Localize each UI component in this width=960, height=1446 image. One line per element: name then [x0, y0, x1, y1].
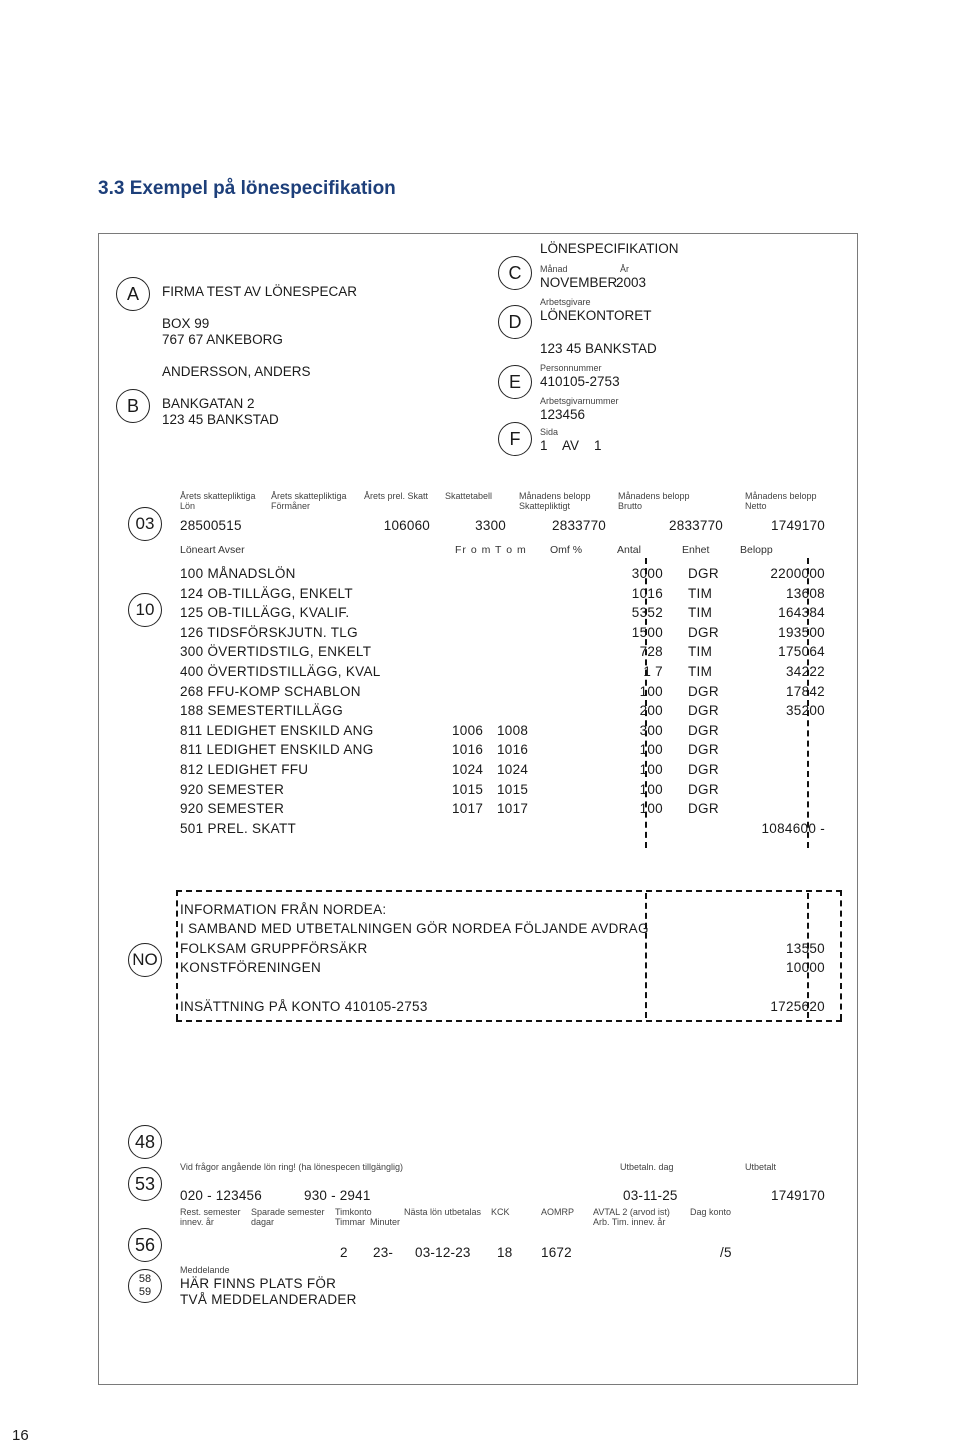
marker-48: 48 — [128, 1125, 162, 1159]
dashed-guide — [176, 890, 178, 1020]
marker-10: 10 — [128, 593, 162, 627]
line-text: 268 FFU-KOMP SCHABLON — [180, 683, 361, 699]
dashed-guide — [840, 890, 842, 1020]
dashed-guide — [645, 893, 647, 1018]
marker-53: 53 — [128, 1167, 162, 1201]
line-enhet: DGR — [688, 683, 719, 699]
employee-city: 123 45 BANKSTAD — [162, 412, 279, 427]
line-from: 1017 — [452, 801, 484, 817]
table-row — [0, 742, 960, 760]
table-row — [0, 625, 960, 643]
annual-h6b: Brutto — [618, 501, 643, 511]
line-enhet: DGR — [688, 762, 719, 777]
table-row — [0, 644, 960, 662]
employee-street: BANKGATAN 2 — [162, 396, 255, 411]
line-tom: 1017 — [497, 801, 529, 817]
footer-nasta-label: Nästa lön utbetalas — [404, 1207, 482, 1217]
footer-sparade-b: dagar — [251, 1217, 275, 1227]
marker-a: A — [116, 277, 150, 311]
annual-h7a: Månadens belopp — [745, 491, 817, 501]
annual-h1a: Årets skattepliktiga — [180, 491, 256, 501]
marker-no: NO — [128, 943, 162, 977]
marker-b: B — [116, 389, 150, 423]
year-label: År — [620, 264, 629, 274]
line-from: 1006 — [452, 722, 484, 738]
dashed-guide — [176, 890, 842, 892]
line-enhet: DGR — [688, 781, 719, 797]
marker-d: D — [498, 305, 532, 339]
header-loneart: Löneart Avser — [180, 544, 245, 556]
line-text: 811 LEDIGHET ENSKILD ANG — [180, 722, 374, 738]
line-antal: 100 — [639, 742, 663, 758]
dashed-guide — [807, 558, 809, 848]
footer-date: 03-11-25 — [623, 1188, 678, 1203]
line-text: 812 LEDIGHET FFU — [180, 762, 309, 777]
employee-name: ANDERSSON, ANDERS — [162, 364, 311, 379]
line-belopp: 17842 — [785, 683, 825, 699]
pnr-label: Personnummer — [540, 363, 602, 373]
month-label: Månad — [540, 264, 568, 274]
empnr-label: Arbetsgivarnummer — [540, 396, 619, 406]
table-row — [0, 723, 960, 741]
footer-sparade-a: Sparade semester — [251, 1207, 325, 1217]
line-from: 1024 — [452, 762, 484, 777]
annual-h5a: Månadens belopp — [519, 491, 591, 501]
info-item2: KONSTFÖRENINGEN — [180, 960, 322, 975]
line-enhet: TIM — [688, 644, 713, 660]
pnr-value: 410105-2753 — [540, 374, 620, 389]
table-row — [0, 703, 960, 721]
line-antal: 200 — [639, 703, 663, 719]
employer-city: 767 67 ANKEBORG — [162, 332, 283, 347]
year-value: 2003 — [616, 275, 647, 290]
line-antal: 100 — [639, 781, 663, 797]
footer-rest-a: Rest. semester — [180, 1207, 241, 1217]
marker-58-59 — [128, 1269, 162, 1303]
annual-h4: Skattetabell — [445, 491, 493, 501]
header-omf: Omf % — [550, 544, 583, 556]
line-text: 920 SEMESTER — [180, 781, 285, 797]
footer-dagkonto: /5 — [720, 1245, 732, 1260]
employer-dept-city: 123 45 BANKSTAD — [540, 341, 657, 356]
info-item2-amount: 10000 — [785, 960, 825, 975]
table-row — [0, 782, 960, 800]
annual-h1b: Lön — [180, 501, 196, 511]
footer-nasta: 03-12-23 — [415, 1245, 471, 1260]
table-row — [0, 762, 960, 780]
annual-h5b: Skattepliktigt — [519, 501, 571, 511]
marker-03: 03 — [128, 507, 162, 541]
line-belopp: 193500 — [778, 624, 825, 640]
marker-f: F — [498, 422, 532, 456]
line-tom: 1016 — [497, 742, 529, 758]
annual-h2a: Årets skattepliktiga — [271, 491, 347, 501]
line-from: 1016 — [452, 742, 484, 758]
section-title: 3.3 Exempel på lönespecifikation — [98, 178, 396, 199]
employer-dept: LÖNEKONTORET — [540, 308, 652, 323]
line-text: 125 OB-TILLÄGG, KVALIF. — [180, 605, 350, 621]
table-row — [0, 586, 960, 604]
line-enhet: TIM — [688, 605, 713, 621]
month-value: NOVEMBER — [540, 275, 618, 290]
info-line2: I SAMBAND MED UTBETALNINGEN GÖR NORDEA FÖLJANDE AVDRAG — [180, 921, 649, 936]
annual-skattepliktigt: 2833770 — [552, 518, 606, 533]
footer-aomrp: 1672 — [541, 1245, 572, 1260]
info-item1-amount: 13550 — [785, 941, 825, 956]
annual-brutto: 2833770 — [669, 518, 723, 533]
annual-h3: Årets prel. Skatt — [364, 491, 429, 501]
footer-q-label: Vid frågor angående lön ring! (ha lönespecen tillgänglig) — [180, 1162, 403, 1172]
header-fromtom: Fr o m T o m — [455, 544, 527, 556]
footer-rest-b: innev. år — [180, 1217, 214, 1227]
marker-c: C — [498, 256, 532, 290]
line-belopp: 175064 — [778, 644, 825, 660]
marker-e: E — [498, 365, 532, 399]
info-line1: INFORMATION FRÅN NORDEA: — [180, 902, 387, 917]
dashed-guide — [645, 558, 647, 848]
footer-dagkonto-label: Dag konto — [690, 1207, 732, 1217]
line-antal: 100 — [639, 801, 663, 817]
dashed-guide — [176, 1020, 842, 1022]
line-enhet: DGR — [688, 566, 719, 581]
footer-kck-label: KCK — [491, 1207, 510, 1217]
annual-h6a: Månadens belopp — [618, 491, 690, 501]
annual-netto: 1749170 — [771, 518, 825, 533]
line-antal: 3000 — [631, 566, 663, 581]
footer-avtal-a: AVTAL 2 (arvod ist) — [593, 1207, 670, 1217]
line-enhet: DGR — [688, 801, 719, 817]
annual-lon: 28500515 — [180, 518, 242, 533]
table-row — [0, 566, 960, 584]
footer-msg2: TVÅ MEDDELANDERADER — [180, 1292, 357, 1307]
footer-aomrp-label: AOMRP — [541, 1207, 575, 1217]
line-enhet: DGR — [688, 624, 719, 640]
employer-box: BOX 99 — [162, 316, 210, 331]
header-belopp: Belopp — [740, 544, 773, 556]
annual-h7b: Netto — [745, 501, 767, 511]
line-antal: 1 7 — [643, 664, 663, 679]
footer-timmar: 2 — [340, 1245, 348, 1260]
annual-tabell: 3300 — [475, 518, 506, 533]
footer-minuter-label: Minuter — [370, 1217, 401, 1227]
line-from: 1015 — [452, 781, 484, 797]
line-text: 126 TIDSFÖRSKJUTN. TLG — [180, 624, 358, 640]
line-belopp: 34222 — [785, 664, 825, 679]
table-row — [0, 664, 960, 682]
line-text: 811 LEDIGHET ENSKILD ANG — [180, 742, 374, 758]
footer-kck: 18 — [497, 1245, 513, 1260]
line-enhet: TIM — [688, 664, 713, 679]
info-deposit-amount: 1725620 — [770, 999, 825, 1014]
line-antal: 100 — [639, 683, 663, 699]
line-text: 188 SEMESTERTILLÄGG — [180, 703, 344, 719]
spec-title: LÖNESPECIFIKATION — [540, 241, 679, 256]
table-row — [0, 821, 960, 839]
line-text: 920 SEMESTER — [180, 801, 285, 817]
line-antal: 5352 — [631, 605, 663, 621]
line-text: 400 ÖVERTIDSTILLÄGG, KVAL — [180, 664, 381, 679]
line-text: 501 PREL. SKATT — [180, 820, 297, 836]
footer-timkonto: Timkonto — [335, 1207, 372, 1217]
footer-phone2: 930 - 2941 — [304, 1188, 371, 1203]
annual-h2b: Förmåner — [271, 501, 311, 511]
table-row — [0, 801, 960, 819]
line-belopp: 1084600 - — [761, 820, 825, 836]
line-antal: 100 — [639, 762, 663, 777]
footer-paid: 1749170 — [771, 1188, 825, 1203]
line-enhet: DGR — [688, 722, 719, 738]
employer-name: FIRMA TEST AV LÖNESPECAR — [162, 284, 358, 299]
page-number: 16 — [12, 1427, 29, 1444]
line-tom: 1008 — [497, 722, 529, 738]
line-antal: 300 — [639, 722, 663, 738]
line-belopp: 164384 — [778, 605, 825, 621]
page-total: 1 — [594, 438, 602, 453]
line-tom: 1015 — [497, 781, 529, 797]
info-item1: FOLKSAM GRUPPFÖRSÄKR — [180, 941, 368, 956]
line-antal: 1500 — [631, 624, 663, 640]
footer-avtal-b: Arb. Tim. innev. år — [593, 1217, 666, 1227]
footer-phone1: 020 - 123456 — [180, 1188, 262, 1203]
footer-date-label: Utbetaln. dag — [620, 1162, 674, 1172]
table-row — [0, 684, 960, 702]
line-belopp: 13608 — [785, 585, 825, 601]
page-label: Sida — [540, 427, 559, 437]
employer-label: Arbetsgivare — [540, 297, 591, 307]
header-antal: Antal — [617, 544, 641, 556]
footer-msg-label: Meddelande — [180, 1265, 230, 1275]
line-antal: 1016 — [631, 585, 663, 601]
line-belopp: 35200 — [785, 703, 825, 719]
line-enhet: TIM — [688, 585, 713, 601]
footer-msg1: HÄR FINNS PLATS FÖR — [180, 1276, 337, 1291]
line-enhet: DGR — [688, 742, 719, 758]
footer-minuter: 23- — [373, 1245, 394, 1260]
marker-56: 56 — [128, 1228, 162, 1262]
line-antal: 728 — [639, 644, 663, 660]
empnr-value: 123456 — [540, 407, 586, 422]
marker-58: 58 — [138, 1273, 152, 1285]
line-text: 124 OB-TILLÄGG, ENKELT — [180, 585, 353, 601]
info-deposit: INSÄTTNING PÅ KONTO 410105-2753 — [180, 999, 428, 1014]
line-text: 300 ÖVERTIDSTILG, ENKELT — [180, 644, 372, 660]
line-enhet: DGR — [688, 703, 719, 719]
line-belopp: 2200000 — [770, 566, 825, 581]
marker-59: 59 — [138, 1286, 152, 1298]
page-of: AV — [562, 438, 580, 453]
annual-skatt: 106060 — [383, 518, 430, 533]
line-tom: 1024 — [497, 762, 529, 777]
line-text: 100 MÅNADSLÖN — [180, 566, 296, 581]
page-value: 1 — [540, 438, 548, 453]
header-enhet: Enhet — [682, 544, 710, 556]
footer-timmar-label: Timmar — [335, 1217, 366, 1227]
footer-paid-label: Utbetalt — [745, 1162, 777, 1172]
table-row — [0, 605, 960, 623]
